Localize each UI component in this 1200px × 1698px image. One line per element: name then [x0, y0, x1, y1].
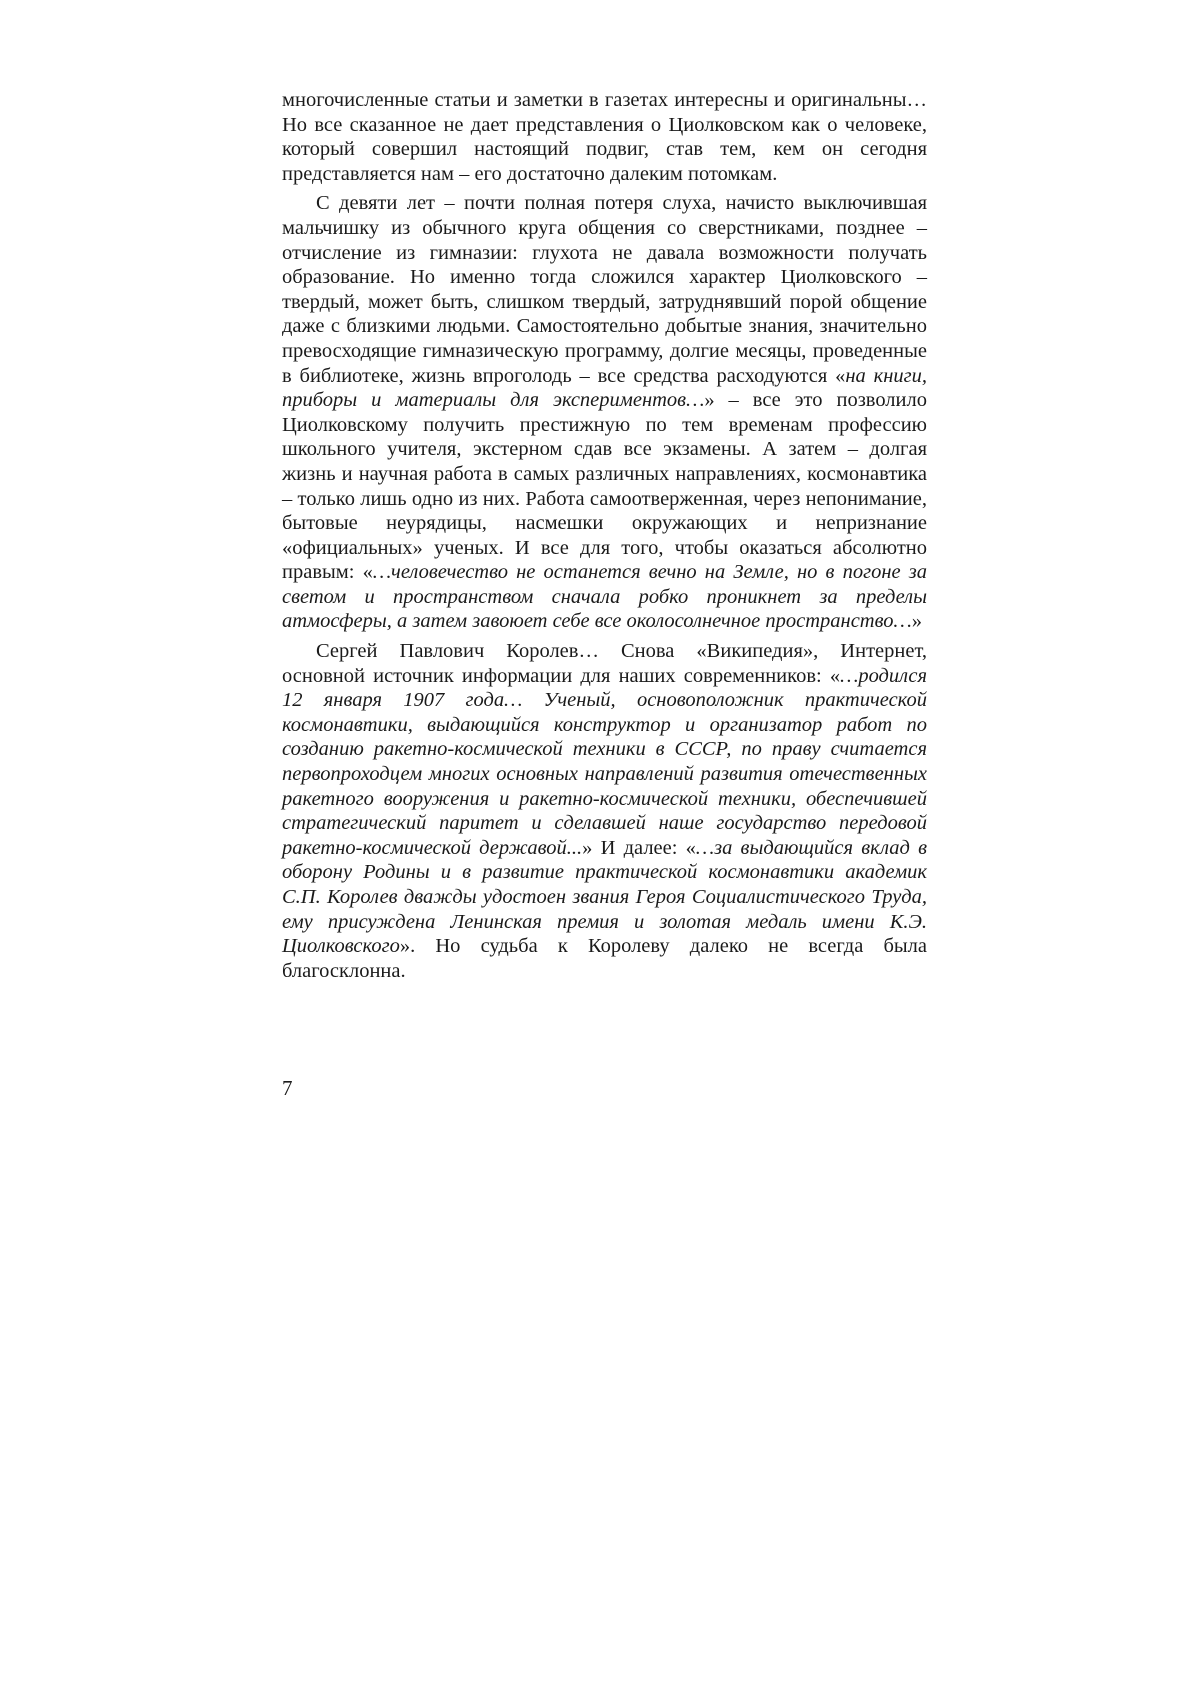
paragraph-3-text-c: ». Но судьба к Королеву далеко не всегда была благосклонна.: [282, 935, 927, 982]
page-number: 7: [282, 1076, 293, 1100]
paragraph-1: [282, 88, 927, 186]
paragraph-2-text-b: » – все это позволило Циолковскому получить престижную по тем временам профессию школьного учителя, экстерном сдав все экзамены. А затем – долгая жизнь и научная работа в самых различных направлениях, космонавтика – только лишь одно из них. Работа самоотверженная, через непонимание, бытовые неурядицы, насмешки окружающих и непризнание «официальных» ученых. И все для того, чтобы оказаться абсолютно правым: «: [282, 389, 927, 584]
body-text: [282, 88, 927, 983]
paragraph-1-text: многочисленные статьи и заметки в газетах интересны и оригинальны… Но все сказанное не дает представления о Циолковском как о человеке, который совершил настоящий подвиг, став тем, кем он сегодня представляется нам – его достаточно далеким потомкам.: [282, 89, 927, 185]
quote-wikipedia-korolev: …родился 12 января 1907 года… Ученый, основоположник практической космонавтики, выдающийся конструктор и организатор работ по созданию ракетно-космической техники в СССР, по праву считается первопроходцем многих основных направлений развития отечественных ракетного вооружения и ракетно-космической техники, обеспечившей стратегический паритет и сделавшей наше государство передовой ракетно-космической державой...: [282, 664, 927, 859]
paragraph-3: [282, 639, 927, 983]
paragraph-3-text-b: » И далее: «: [582, 836, 696, 859]
paragraph-3-text-a: Сергей Павлович Королев… Снова «Википедия», Интернет, основной источник информации для наших современников: «: [282, 640, 927, 687]
paragraph-2: [282, 191, 927, 634]
quote-tsiolkovsky-expenses: на книги, приборы и материалы для экспериментов…: [282, 364, 928, 412]
quote-tsiolkovsky-humanity: …человечество не останется вечно на Земле, но в погоне за светом и пространством сначала робко проникнет за пределы атмосферы, а затем завоюет себе все околосолнечное пространство…: [282, 561, 927, 633]
quote-korolev-awards: …за выдающийся вклад в оборону Родины и в развитие практической космонавтики академик С.П. Королев дважды удостоен звания Героя Социалистического Труда, ему присуждена Ленинская премия и золотая медаль имени К.Э. Циолковского: [282, 836, 928, 958]
paragraph-2-text-a: С девяти лет – почти полная потеря слуха, начисто выключившая мальчишку из обычного круга общения со сверстниками, позднее – отчисление из гимназии: глухота не давала возможности получать образование. Но именно тогда сложился характер Циолковского – твердый, может быть, слишком твердый, затруднявший порой общение даже с близкими людьми. Самостоятельно добытые знания, значительно превосходящие гимназическую программу, долгие месяцы, проведенные в библиотеке, жизнь впроголодь – все средства расходуются «: [282, 192, 927, 387]
paragraph-2-text-c: »: [911, 610, 922, 633]
